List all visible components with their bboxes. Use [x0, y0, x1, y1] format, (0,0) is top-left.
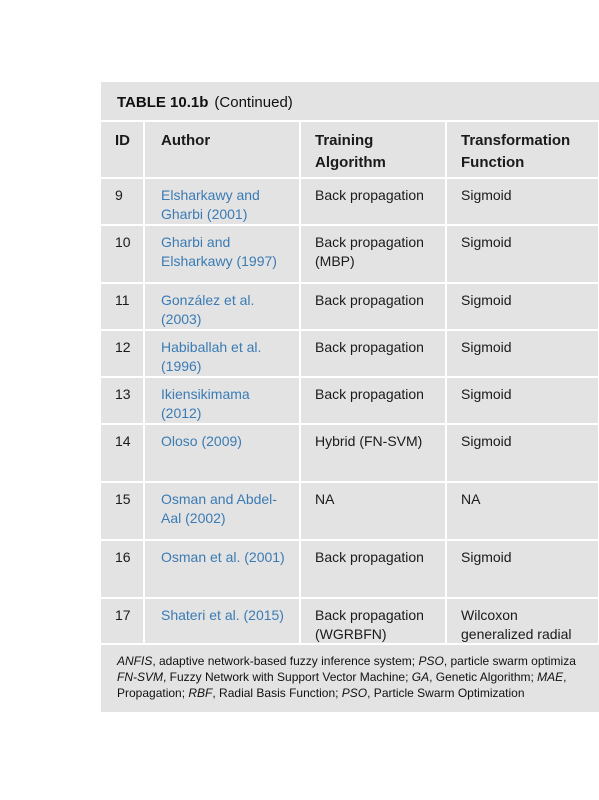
footnote-definition: , Radial Basis Function; [212, 686, 342, 700]
cell-transformation-function: Sigmoid [446, 377, 599, 424]
cell-transformation-function: Sigmoid [446, 424, 599, 482]
cell-training-algorithm: Back propagation [300, 377, 446, 424]
table-number: TABLE 10.1b [117, 94, 209, 111]
cell-training-algorithm: Back propagation (WGRBFN) [300, 598, 446, 645]
header-id: ID [101, 121, 144, 178]
cell-id: 15 [101, 482, 144, 540]
header-training-algorithm: Training Algorithm [300, 121, 446, 178]
footnote-definition: , Genetic Algorithm; [429, 670, 538, 684]
footnote-line [117, 653, 599, 669]
cell-author-link[interactable]: Ikiensikimama (2012) [144, 377, 300, 424]
cell-id: 16 [101, 540, 144, 598]
table-row [101, 424, 599, 482]
data-table [101, 120, 599, 645]
footnote-definition: , Particle Swarm Optimization [367, 686, 525, 700]
table-row [101, 598, 599, 645]
cell-id: 11 [101, 283, 144, 330]
table-continued-note: (Continued) [214, 94, 293, 111]
cell-transformation-function: Wilcoxon generalized radial [446, 598, 599, 645]
footnote-abbreviation: ANFIS [117, 654, 153, 668]
cell-transformation-function: Sigmoid [446, 330, 599, 377]
cell-transformation-function: Sigmoid [446, 283, 599, 330]
footnote-abbreviation: PSO [418, 654, 444, 668]
cell-training-algorithm: Back propagation [300, 540, 446, 598]
cell-training-algorithm: Back propagation [300, 283, 446, 330]
cell-author-link[interactable]: Osman and Abdel-Aal (2002) [144, 482, 300, 540]
cell-author-link[interactable]: Shateri et al. (2015) [144, 598, 300, 645]
table-row [101, 482, 599, 540]
cell-id: 10 [101, 225, 144, 283]
footnote-abbreviation: GA [411, 670, 430, 684]
footnote-definition: , Fuzzy Network with Support Vector Machine; [163, 670, 412, 684]
table-row [101, 178, 599, 225]
cell-id: 13 [101, 377, 144, 424]
header-row [101, 121, 599, 178]
table-row [101, 540, 599, 598]
footnote-line [117, 669, 599, 685]
cell-author-link[interactable]: Habiballah et al. (1996) [144, 330, 300, 377]
footnote-line [117, 685, 599, 701]
footnote-definition: Propagation; [117, 686, 189, 700]
cell-training-algorithm: Hybrid (FN-SVM) [300, 424, 446, 482]
cell-author-link[interactable]: Osman et al. (2001) [144, 540, 300, 598]
footnote-divider [101, 643, 599, 645]
cell-id: 14 [101, 424, 144, 482]
table-caption [117, 94, 293, 111]
cell-transformation-function: Sigmoid [446, 540, 599, 598]
header-transformation-function: Transformation Function [446, 121, 599, 178]
cell-training-algorithm: Back propagation [300, 330, 446, 377]
footnote-definition: , adaptive network-based fuzzy inference system; [152, 654, 419, 668]
cell-author-link[interactable]: Elsharkawy and Gharbi (2001) [144, 178, 300, 225]
table-row [101, 225, 599, 283]
footnote-abbreviation: MAE [537, 670, 564, 684]
cell-id: 9 [101, 178, 144, 225]
cell-id: 12 [101, 330, 144, 377]
table-row [101, 283, 599, 330]
cell-transformation-function: Sigmoid [446, 178, 599, 225]
cell-author-link[interactable]: González et al. (2003) [144, 283, 300, 330]
footnote-definition: , [563, 670, 567, 684]
cell-transformation-function: NA [446, 482, 599, 540]
cell-author-link[interactable]: Oloso (2009) [144, 424, 300, 482]
footnote-abbreviation: RBF [188, 686, 213, 700]
cell-training-algorithm: Back propagation [300, 178, 446, 225]
table-row [101, 330, 599, 377]
table-row [101, 377, 599, 424]
cell-id: 17 [101, 598, 144, 645]
footnote-definition: , particle swarm optimiza [443, 654, 576, 668]
cell-training-algorithm: Back propagation (MBP) [300, 225, 446, 283]
table-panel [101, 82, 599, 712]
cell-transformation-function: Sigmoid [446, 225, 599, 283]
footnote-abbreviation: PSO [341, 686, 368, 700]
header-author: Author [144, 121, 300, 178]
table-footnote [117, 653, 599, 701]
footnote-abbreviation: FN-SVM [117, 670, 163, 684]
cell-training-algorithm: NA [300, 482, 446, 540]
cell-author-link[interactable]: Gharbi and Elsharkawy (1997) [144, 225, 300, 283]
